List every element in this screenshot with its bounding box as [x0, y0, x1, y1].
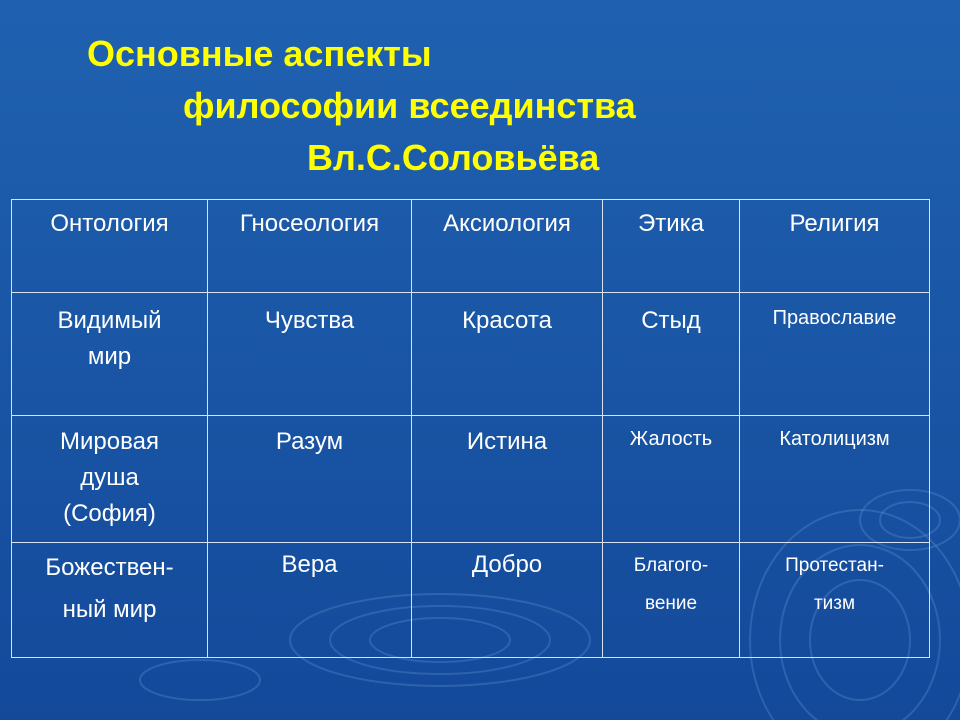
cell-religion: Католицизм: [740, 416, 930, 543]
cell-gnoseology: Чувства: [208, 293, 412, 416]
table-row: [12, 543, 930, 658]
header-axiology: Аксиология: [412, 200, 603, 293]
cell-ontology: Божествен- ный мир: [12, 543, 208, 658]
header-religion: Религия: [740, 200, 930, 293]
cell-religion: Православие: [740, 293, 930, 416]
table-row: [12, 293, 930, 416]
title-line-3: Вл.С.Соловьёва: [307, 137, 600, 178]
cell-gnoseology: Вера: [208, 543, 412, 658]
cell-religion: Протестан- тизм: [740, 543, 930, 658]
cell-ontology: Видимый мир: [12, 293, 208, 416]
cell-ethics: Жалость: [603, 416, 740, 543]
cell-axiology: Истина: [412, 416, 603, 543]
cell-axiology: Красота: [412, 293, 603, 416]
cell-axiology: Добро: [412, 543, 603, 658]
header-ethics: Этика: [603, 200, 740, 293]
table-header-row: [12, 200, 930, 293]
title-line-1: Основные аспекты: [87, 33, 432, 74]
aspects-table: [11, 199, 930, 658]
cell-ethics: Стыд: [603, 293, 740, 416]
header-gnoseology: Гносеология: [208, 200, 412, 293]
table-row: [12, 416, 930, 543]
cell-ethics: Благого- вение: [603, 543, 740, 658]
cell-ontology: Мировая душа (София): [12, 416, 208, 543]
header-ontology: Онтология: [12, 200, 208, 293]
title-line-2: философии всеединства: [183, 85, 636, 126]
cell-gnoseology: Разум: [208, 416, 412, 543]
